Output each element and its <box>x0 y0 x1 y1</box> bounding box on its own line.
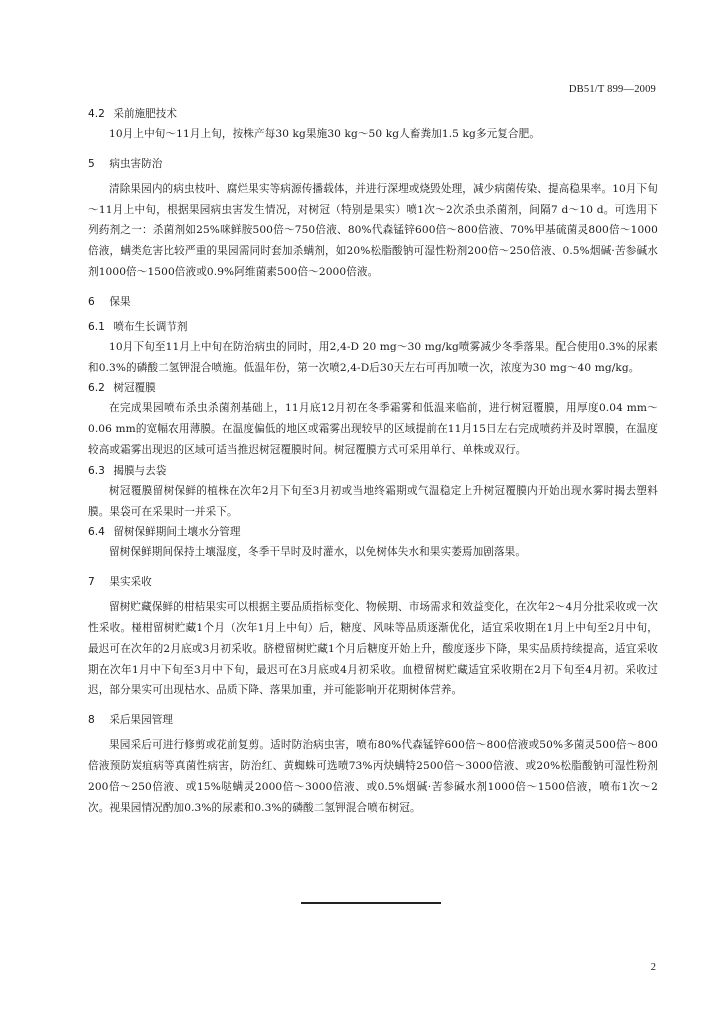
section-title: 树冠覆膜 <box>113 382 156 395</box>
document-body <box>88 104 658 818</box>
section-heading <box>88 292 658 312</box>
section-title: 采后果园管理 <box>109 714 173 727</box>
section-number: 6.4 <box>88 526 105 539</box>
section-number: 6.1 <box>88 320 105 333</box>
section-title: 保果 <box>109 295 131 308</box>
end-of-document-rule <box>301 902 441 904</box>
section-heading <box>88 378 658 398</box>
paragraph: 树冠覆膜留树保鲜的植株在次年2月下旬至3月初或当地终霜期或气温稳定上升树冠覆膜内开始出现水雾时揭去塑料膜。果袋可在采果时一并采下。 <box>88 484 658 518</box>
section-title: 病虫害防治 <box>109 157 163 170</box>
section-number: 7 <box>88 576 95 589</box>
section-heading <box>88 522 658 542</box>
page-number: 2 <box>650 962 656 973</box>
section-heading <box>88 317 658 337</box>
paragraph: 清除果园内的病虫枝叶、腐烂果实等病源传播载体，并进行深埋或烧毁处理，减少病菌传染、提高稳果率。10月下旬～11月上中旬，根据果园病虫害发生情况，对树冠（特别是果实）喷1次～2次杀虫杀菌剂，间隔7 d～10 d。可选用下列药剂之一：杀菌剂如25%咪鲜胺500倍～750倍液、80%代森锰锌600倍～800倍液、70%甲基硫菌灵800倍～1000倍液，螨类危害比较严重的果园需同时套加杀螨剂，如20%松脂酸钠可湿性粉剂200倍～250倍液、0.5%烟碱·苦参碱水剂1000倍～1500倍液或0.9%阿维菌素500倍～2000倍液。 <box>88 182 658 278</box>
paragraph: 果园采后可进行修剪或花前复剪。适时防治病虫害，喷布80%代森锰锌600倍～800倍液或50%多菌灵500倍～800倍液预防炭疽病等真菌性病害，防治红、黄蜘蛛可选喷73%丙炔螨特2500倍～3000倍液、或20%松脂酸钠可湿性粉剂200倍～250倍液、或15%哒螨灵2000倍～3000倍液、或0.5%烟碱·苦参碱水剂1000倍～1500倍液，喷布1次～2次。视果园情况酌加0.3%的尿素和0.3%的磷酸二氢钾混合喷布树冠。 <box>88 739 658 814</box>
section-5 <box>88 154 658 283</box>
paragraph: 在完成果园喷布杀虫杀菌剂基础上，11月底12月初在冬季霜雾和低温来临前，进行树冠覆膜，用厚度0.04 mm～0.06 mm的宽幅农用薄膜。在温度偏低的地区或霜雾出现较早的区域提前在11月15日左右完成喷药并及时罩膜，在温度较高或霜雾出现迟的区域可适当推迟树冠覆膜时间。树冠覆膜方式可采用单行、单株或双行。 <box>88 402 658 456</box>
section-6-2 <box>88 378 658 460</box>
section-title: 揭膜与去袋 <box>113 464 167 477</box>
paragraph: 10月下旬至11月上中旬在防治病虫的同时，用2,4-D 20 mg～30 mg/kg喷雾减少冬季落果。配合使用0.3%的尿素和0.3%的磷酸二氢钾混合喷施。低温年份，第一次喷2,4-D后30天左右可再加喷一次，浓度为30 mg～40 mg/kg。 <box>88 340 658 374</box>
section-7 <box>88 572 658 701</box>
section-number: 8 <box>88 714 95 727</box>
paragraph: 留树保鲜期间保持土壤湿度，冬季干旱时及时灌水，以免树体失水和果实萎焉加剧落果。 <box>109 546 527 559</box>
section-heading <box>88 710 658 730</box>
paragraph: 留树贮藏保鲜的柑桔果实可以根据主要品质指标变化、物候期、市场需求和效益变化，在次年2～4月分批采收或一次性采收。椪柑留树贮藏1个月（次年1月上中旬）后，糖度、风味等品质逐渐优化，适宜采收期在1月上中旬至2月中旬，最迟可在次年的2月底或3月初采收。脐橙留树贮藏1个月后糖度开始上升，酸度逐步下降，果实品质持续提高，适宜采收期在次年1月中下旬至3月中下旬，最迟可在3月底或4月初采收。血橙留树贮藏适宜采收期在2月下旬至4月初。采收过迟，部分果实可出现枯水、品质下降、落果加重，并可能影响开花期树体营养。 <box>88 601 658 697</box>
section-number: 4.2 <box>88 108 105 120</box>
section-number: 6.2 <box>88 382 105 395</box>
section-6-3 <box>88 461 658 523</box>
section-heading <box>88 572 658 592</box>
section-heading <box>88 461 658 481</box>
section-4-2 <box>88 104 658 145</box>
section-title: 果实采收 <box>109 576 152 589</box>
section-6-1 <box>88 317 658 379</box>
section-heading <box>88 154 658 174</box>
section-6 <box>88 292 658 312</box>
section-8 <box>88 710 658 818</box>
section-heading <box>88 104 658 124</box>
section-number: 5 <box>88 157 95 170</box>
document-header-code: DB51/T 899—2009 <box>568 84 656 95</box>
section-title: 留树保鲜期间土壤水分管理 <box>113 526 241 539</box>
section-title: 采前施肥技术 <box>113 108 177 120</box>
paragraph: 10月上中旬～11月上旬，按株产每30 kg果施30 kg～50 kg人畜粪加1.5 kg多元复合肥。 <box>109 128 541 140</box>
section-title: 喷布生长调节剂 <box>113 320 188 333</box>
section-number: 6 <box>88 295 95 308</box>
section-6-4 <box>88 522 658 563</box>
section-number: 6.3 <box>88 464 105 477</box>
